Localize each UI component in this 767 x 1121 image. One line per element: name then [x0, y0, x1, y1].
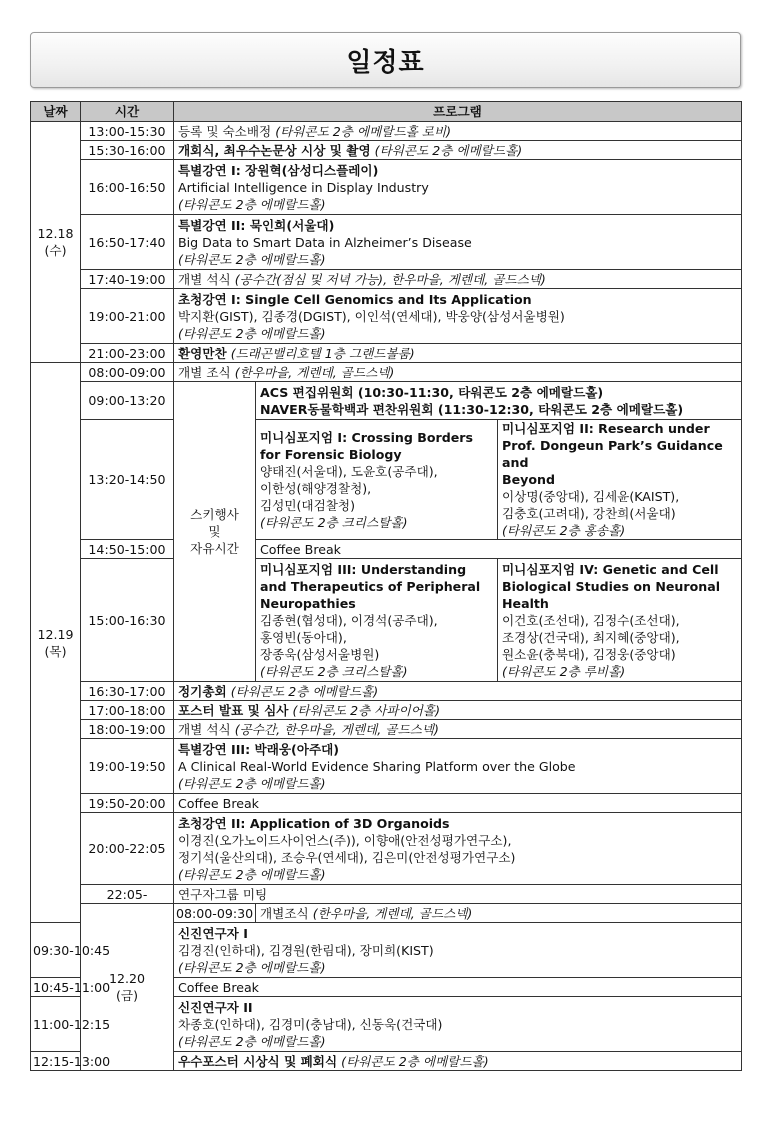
speakers: 원소윤(충북대), 김정웅(중앙대) [502, 646, 676, 662]
symposium-title: 미니심포지엄 II: Research under [502, 421, 710, 436]
time-cell: 17:00-18:00 [81, 701, 174, 720]
table-row [31, 141, 742, 160]
program-desc: Big Data to Smart Data in Alzheimer’s Disease [178, 234, 472, 250]
program-venue: (한우마을, 게렌데, 골드스넥) [234, 364, 395, 380]
program-title: 개별조식 [260, 905, 309, 921]
program-title: 개별 석식 [178, 721, 231, 737]
program-cell [174, 344, 742, 363]
time-cell: 14:50-15:00 [81, 540, 174, 559]
committee-meeting-1: ACS 편집위원회 (10:30-11:30, 타워콘도 2층 에메랄드홀) [260, 384, 604, 400]
program-cell [174, 701, 742, 720]
mini-symposium-3 [256, 559, 498, 682]
time-cell: 21:00-23:00 [81, 344, 174, 363]
time-cell: 20:00-22:05 [81, 813, 174, 885]
time-cell: 17:40-19:00 [81, 270, 174, 289]
speakers: 홍영빈(동아대), [260, 629, 347, 645]
program-venue: (타워콘도 2층 에메랄드홀) [178, 325, 326, 341]
program-cell: 연구자그룹 미팅 [174, 885, 742, 904]
schedule-table [30, 101, 742, 1071]
header-date: 날짜 [31, 102, 81, 122]
header-program: 프로그램 [174, 102, 742, 122]
program-title: 개별 조식 [178, 364, 231, 380]
table-row [31, 682, 742, 701]
program-venue: (타워콘도 2층 에메랄드홀) [178, 251, 326, 267]
program-venue: (타워콘도 2층 에메랄드홀) [374, 142, 523, 158]
program-desc: A Clinical Real-World Evidence Sharing Platform over the Globe [178, 758, 576, 774]
program-cell [174, 122, 742, 141]
table-row [31, 122, 742, 141]
day-date: 12.19 [37, 626, 74, 642]
program-desc: 박지환(GIST), 김종경(DGIST), 이인석(연세대), 박웅양(삼성서울병원) [178, 308, 565, 324]
table-row [31, 701, 742, 720]
symposium-title: Biological Studies on Neuronal [502, 578, 721, 594]
time-cell: 13:00-15:30 [81, 122, 174, 141]
program-cell [174, 160, 742, 215]
program-title: 우수포스터 시상식 및 폐회식 [178, 1053, 338, 1069]
day-weekday: (목) [44, 643, 67, 659]
program-desc: 정기석(울산의대), 조승우(연세대), 김은미(안전성평가연구소) [178, 849, 516, 865]
program-desc: Artificial Intelligence in Display Industry [178, 179, 429, 195]
table-row [31, 215, 742, 270]
program-title: 개회식, 최우수논문상 시상 및 촬영 [178, 142, 371, 158]
program-venue: (타워콘도 2층 크리스탈홀) [260, 514, 408, 530]
speakers: 조경상(건국대), 최지혜(중앙대), [502, 629, 680, 645]
table-row [31, 739, 742, 794]
time-cell: 13:20-14:50 [81, 420, 174, 540]
speakers: 김성민(대검찰청) [260, 497, 355, 513]
program-desc: 이경진(오가노이드사이언스(주)), 이향애(안전성평가연구소), [178, 832, 512, 848]
table-row [31, 420, 742, 540]
program-venue: (타워콘도 2층 에메랄드홀) [178, 866, 326, 882]
ski-event-cell [174, 382, 256, 682]
header-row [31, 102, 742, 122]
program-cell: Coffee Break [174, 794, 742, 813]
table-row [31, 885, 742, 904]
symposium-title: for Forensic Biology [260, 446, 402, 462]
side-event-line: 자유시간 [190, 541, 239, 556]
program-venue: (타워콘도 2층 에메랄드홀) [341, 1053, 489, 1069]
time-cell: 12:15-13:00 [31, 1052, 81, 1071]
table-row [31, 344, 742, 363]
time-cell: 15:30-16:00 [81, 141, 174, 160]
program-venue: (타워콘도 2층 에메랄드홀) [178, 775, 326, 791]
program-cell: Coffee Break [256, 540, 742, 559]
day-weekday: (금) [116, 988, 138, 1003]
time-cell: 08:00-09:00 [81, 363, 174, 382]
program-title: 포스터 발표 및 심사 [178, 702, 289, 718]
speakers: 김종현(협성대), 이경석(공주대), [260, 612, 438, 628]
side-event-line: 스키행사 [190, 507, 239, 522]
time-cell: 15:00-16:30 [81, 559, 174, 682]
symposium-title: Health [502, 595, 549, 611]
program-title: 신진연구자 I [178, 925, 248, 941]
symposium-title: 미니심포지엄 IV: Genetic and Cell [502, 561, 719, 577]
time-cell: 19:50-20:00 [81, 794, 174, 813]
program-title: 특별강연 III: 박래웅(아주대) [178, 741, 340, 757]
table-row [31, 363, 742, 382]
time-cell: 08:00-09:30 [174, 904, 256, 923]
program-venue: (공수간, 한우마을, 게렌데, 골드스넥) [234, 721, 439, 737]
day-cell-1219 [31, 363, 81, 923]
speakers: 이한성(해양경찰청), [260, 480, 372, 496]
program-title: 환영만찬 [178, 345, 227, 361]
program-cell [174, 289, 742, 344]
program-desc: 김경진(인하대), 김경원(한림대), 장미희(KIST) [178, 942, 434, 958]
program-venue: (타워콘도 2층 에메랄드홀 로비) [275, 123, 452, 139]
committee-meeting-2: NAVER동물학백과 편찬위원회 (11:30-12:30, 타워콘도 2층 에메랄드홀) [260, 401, 684, 417]
time-cell: 16:30-17:00 [81, 682, 174, 701]
program-cell [174, 997, 742, 1052]
program-cell [174, 363, 742, 382]
speakers: 장종욱(삼성서울병원) [260, 646, 380, 662]
time-cell: 16:50-17:40 [81, 215, 174, 270]
day-weekday: (수) [44, 243, 67, 258]
program-venue: (타워콘도 2층 루비홀) [502, 663, 626, 679]
side-event-line: 및 [208, 524, 221, 539]
table-row [31, 904, 742, 923]
mini-symposium-2 [498, 420, 742, 540]
table-row [31, 559, 742, 682]
day-cell-1218 [31, 122, 81, 363]
time-cell: 16:00-16:50 [81, 160, 174, 215]
speakers: 이건호(조선대), 김정수(조선대), [502, 612, 680, 628]
table-row [31, 160, 742, 215]
day-date: 12.18 [37, 226, 74, 241]
time-cell: 22:05- [81, 885, 174, 904]
program-title: 초청강연 II: Application of 3D Organoids [178, 815, 450, 831]
speakers: 김충호(고려대), 강찬희(서울대) [502, 506, 676, 521]
time-cell: 09:00-13:20 [81, 382, 174, 420]
symposium-title: Neuropathies [260, 595, 356, 611]
table-row [31, 813, 742, 885]
program-cell [174, 923, 742, 978]
program-title: 특별강연 I: 장원혁(삼성디스플레이) [178, 162, 379, 178]
symposium-title: Prof. Dongeun Park’s Guidance and [502, 438, 723, 470]
table-row [31, 270, 742, 289]
program-cell [256, 904, 742, 923]
page-title: 일정표 [346, 47, 425, 78]
table-row [31, 720, 742, 739]
symposium-title: 미니심포지엄 I: Crossing Borders [260, 429, 473, 445]
program-venue: (타워콘도 2층 사파이어홀) [292, 702, 441, 718]
mini-symposium-4 [498, 559, 742, 682]
table-row [31, 540, 742, 559]
program-desc: 차종호(인하대), 김경미(충남대), 신동욱(건국대) [178, 1016, 443, 1032]
program-venue: (타워콘도 2층 에메랄드홀) [178, 1033, 326, 1049]
program-cell [256, 382, 742, 420]
time-cell: 18:00-19:00 [81, 720, 174, 739]
program-cell [174, 813, 742, 885]
symposium-title: Beyond [502, 472, 555, 487]
program-venue: (타워콘도 2층 홍송홀) [502, 523, 626, 538]
program-venue: (타워콘도 2층 에메랄드홀) [178, 196, 326, 212]
time-cell: 09:30-10:45 [31, 923, 81, 978]
program-cell [174, 720, 742, 739]
program-cell [174, 739, 742, 794]
time-cell: 10:45-11:00 [31, 978, 81, 997]
symposium-title: and Therapeutics of Peripheral [260, 578, 481, 594]
program-venue: (타워콘도 2층 에메랄드홀) [230, 683, 379, 699]
time-cell: 19:00-21:00 [81, 289, 174, 344]
program-cell [174, 141, 742, 160]
program-title: 신진연구자 II [178, 999, 253, 1015]
program-venue: (한우마을, 게렌데, 골드스넥) [312, 905, 473, 921]
program-cell [174, 682, 742, 701]
program-venue: (공수간(점심 및 저녁 가능), 한우마을, 게렌데, 골드스넥) [234, 271, 546, 287]
header-time: 시간 [81, 102, 174, 122]
program-cell [174, 1052, 742, 1071]
page-title-box [30, 32, 741, 88]
program-title: 개별 석식 [178, 271, 231, 287]
program-title: 초청강연 I: Single Cell Genomics and Its Application [178, 291, 532, 307]
program-title: 특별강연 II: 묵인희(서울대) [178, 217, 335, 233]
mini-symposium-1 [256, 420, 498, 540]
table-row [31, 382, 742, 420]
program-cell [174, 270, 742, 289]
day-date: 12.20 [108, 971, 146, 986]
program-venue: (타워콘도 2층 크리스탈홀) [260, 663, 408, 679]
time-cell: 19:00-19:50 [81, 739, 174, 794]
program-title: 정기총회 [178, 683, 227, 699]
table-row [31, 289, 742, 344]
symposium-title: 미니심포지엄 III: Understanding [260, 561, 467, 577]
speakers: 이상명(중앙대), 김세윤(KAIST), [502, 489, 680, 504]
program-cell: Coffee Break [174, 978, 742, 997]
program-cell [174, 215, 742, 270]
speakers: 양태진(서울대), 도윤호(공주대), [260, 463, 438, 479]
table-row [31, 794, 742, 813]
program-venue: (드래곤밸리호텔 1층 그랜드볼룸) [230, 345, 415, 361]
program-venue: (타워콘도 2층 에메랄드홀) [178, 959, 326, 975]
time-cell: 11:00-12:15 [31, 997, 81, 1052]
program-title: 등록 및 숙소배정 [178, 123, 272, 139]
